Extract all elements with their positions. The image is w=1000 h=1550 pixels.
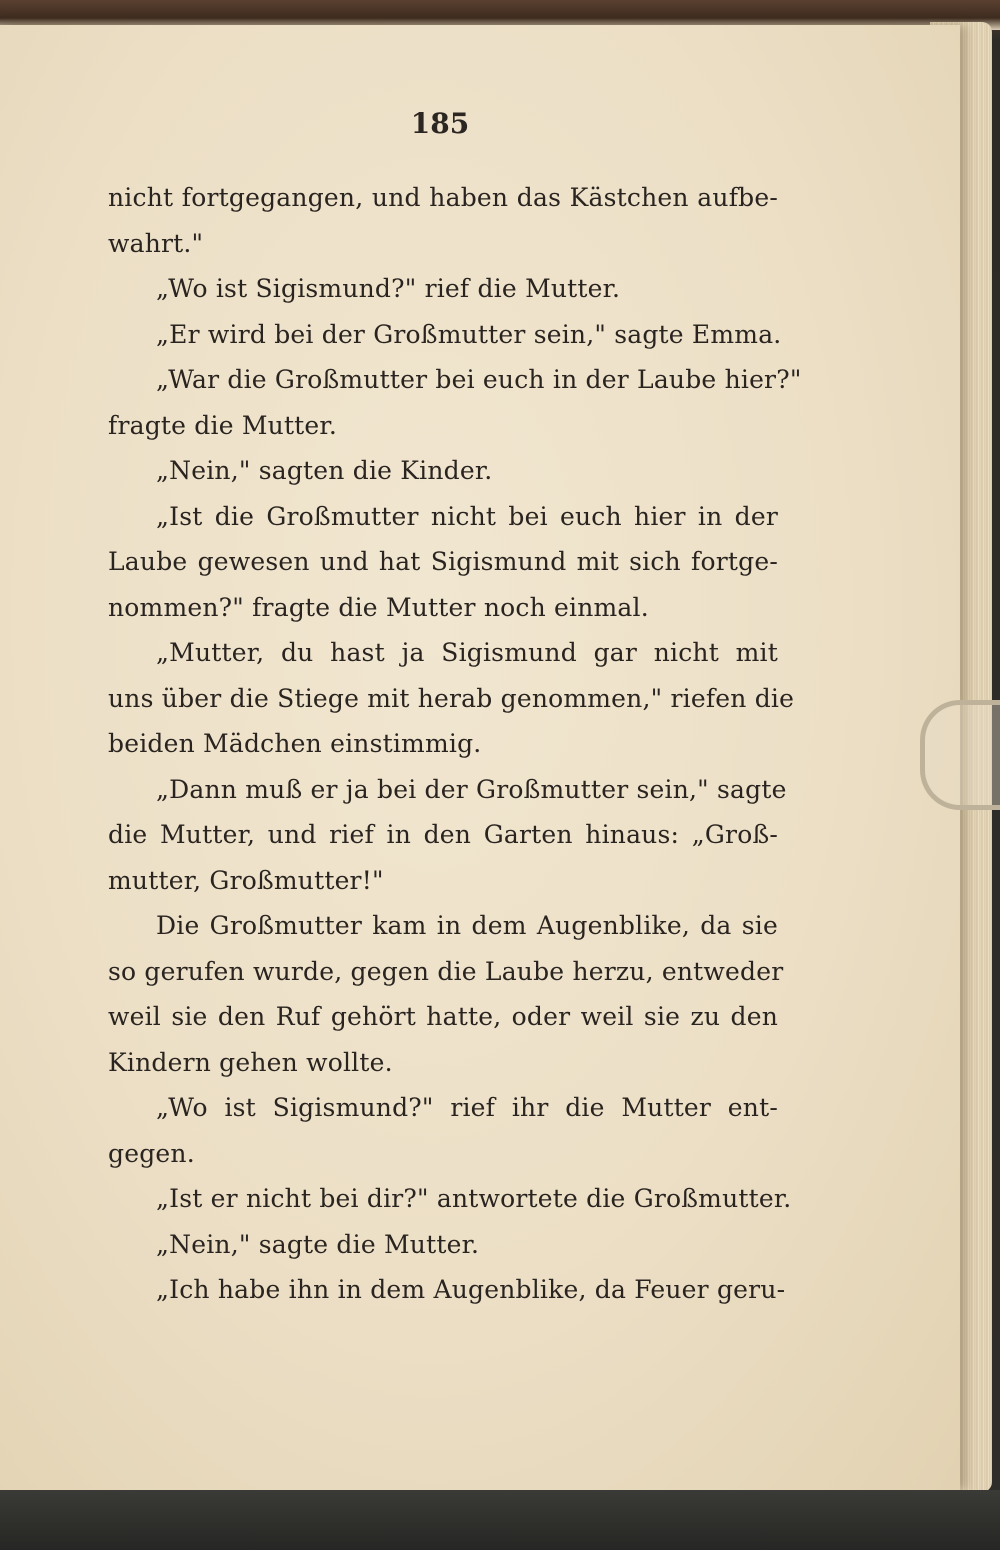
text-line: die Mutter, und rief in den Garten hinaus: „Groß- — [108, 820, 778, 849]
text-line: „Mutter, du hast ja Sigismund gar nicht mit — [156, 638, 778, 667]
text-line: „Ist er nicht bei dir?" antwortete die Großmutter. — [156, 1184, 792, 1213]
text-line: fragte die Mutter. — [108, 410, 337, 440]
bookmark-tab[interactable] — [920, 700, 1000, 810]
text-line: Die Großmutter kam in dem Augenblike, da sie — [156, 911, 778, 940]
text-line: „Er wird bei der Großmutter sein," sagte Emma. — [156, 319, 782, 349]
background-surface — [0, 1490, 1000, 1550]
book-page — [0, 25, 960, 1490]
text-line: „War die Großmutter bei euch in der Laube hier?" — [156, 365, 802, 394]
text-line: „Nein," sagte die Mutter. — [156, 1229, 480, 1259]
page-number: 185 — [410, 107, 470, 140]
text-line: „Wo ist Sigismund?" rief die Mutter. — [156, 274, 621, 303]
text-line: uns über die Stiege mit herab genommen," riefen die — [108, 683, 795, 713]
text-line: mutter, Großmutter!" — [108, 865, 384, 895]
text-line: so gerufen wurde, gegen die Laube herzu, entweder — [108, 956, 784, 986]
text-line: „Nein," sagten die Kinder. — [156, 456, 493, 485]
text-line: „Ich habe ihn in dem Augenblike, da Feuer geru- — [156, 1275, 786, 1304]
body-text — [108, 175, 802, 1313]
text-line: „Ist die Großmutter nicht bei euch hier in der — [156, 501, 778, 531]
text-line: nicht fortgegangen, und haben das Kästchen aufbe- — [108, 183, 778, 212]
text-line: beiden Mädchen einstimmig. — [108, 729, 482, 758]
text-line: „Wo ist Sigismund?" rief ihr die Mutter ent- — [156, 1093, 778, 1122]
text-line: Kindern gehen wollte. — [108, 1047, 393, 1077]
text-line: gegen. — [108, 1138, 195, 1168]
text-line: Laube gewesen und hat Sigismund mit sich fortge- — [108, 547, 778, 576]
text-line: „Dann muß er ja bei der Großmutter sein," sagte — [156, 774, 787, 804]
text-line: nommen?" fragte die Mutter noch einmal. — [108, 592, 649, 622]
text-line: weil sie den Ruf gehört hatte, oder weil sie zu den — [108, 1002, 778, 1031]
text-line: wahrt." — [108, 228, 204, 258]
